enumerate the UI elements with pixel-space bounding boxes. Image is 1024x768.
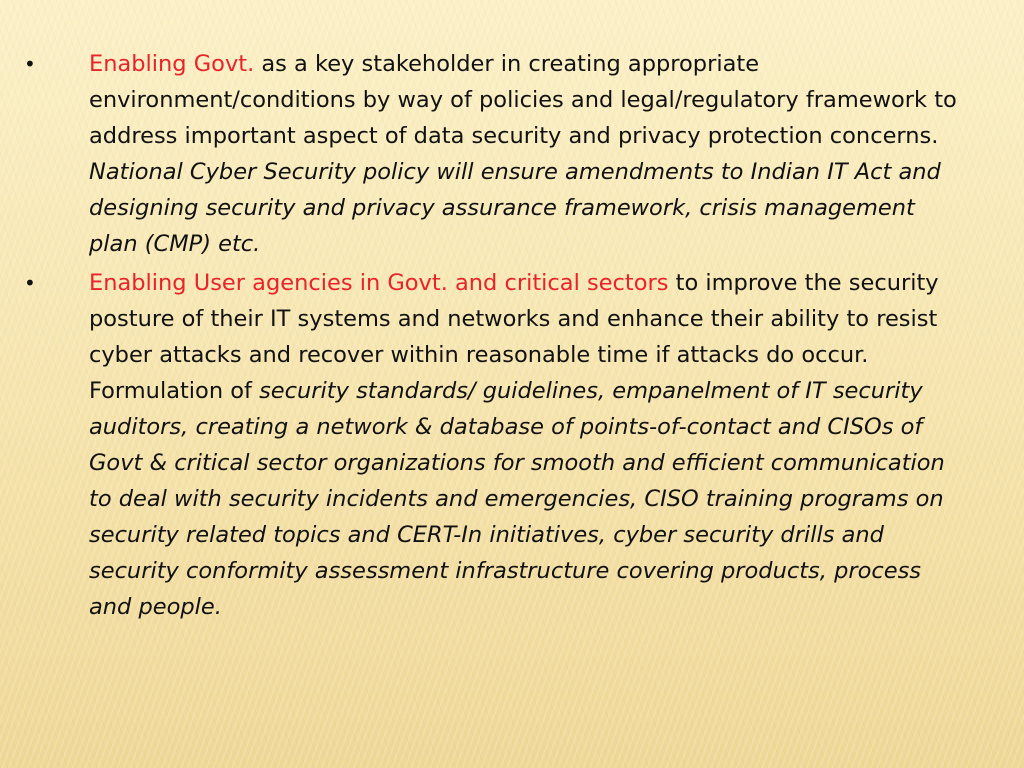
bullet-item-user-agencies — [24, 265, 964, 625]
body-text: to improve the security posture of their IT systems and networks and enhance their ability to resist cyber attacks and recover within reasonable time if attacks do occur. Formulation of — [89, 270, 939, 404]
highlight-text: Enabling User agencies in Govt. and critical sectors — [89, 270, 669, 296]
italic-text: National Cyber Security policy will ensure amendments to Indian IT Act and designing security and privacy assurance framework, crisis management plan (CMP) etc. — [89, 159, 941, 257]
bullet-text — [89, 46, 964, 262]
bullet-list — [24, 46, 964, 628]
bullet-dot-icon: • — [24, 271, 36, 295]
italic-text: security standards/ guidelines, empanelment of IT security auditors, creating a network & database of points-of-contact and CISOs of Govt & critical sector organizations for smooth and efficient communication to deal with security incidents and emergencies, CISO training programs on security related topics and CERT-In initiatives, cyber security drills and security conformity assessment infrastructure covering products, process and people. — [89, 378, 945, 620]
bullet-item-govt — [24, 46, 964, 262]
bullet-dot-icon: • — [24, 52, 36, 76]
bullet-text — [89, 265, 964, 625]
highlight-text: Enabling Govt. — [89, 51, 255, 77]
body-text: as a key stakeholder in creating appropriate environment/conditions by way of policies and legal/regulatory framework to address important aspect of data security and privacy protection concerns. — [89, 51, 957, 149]
